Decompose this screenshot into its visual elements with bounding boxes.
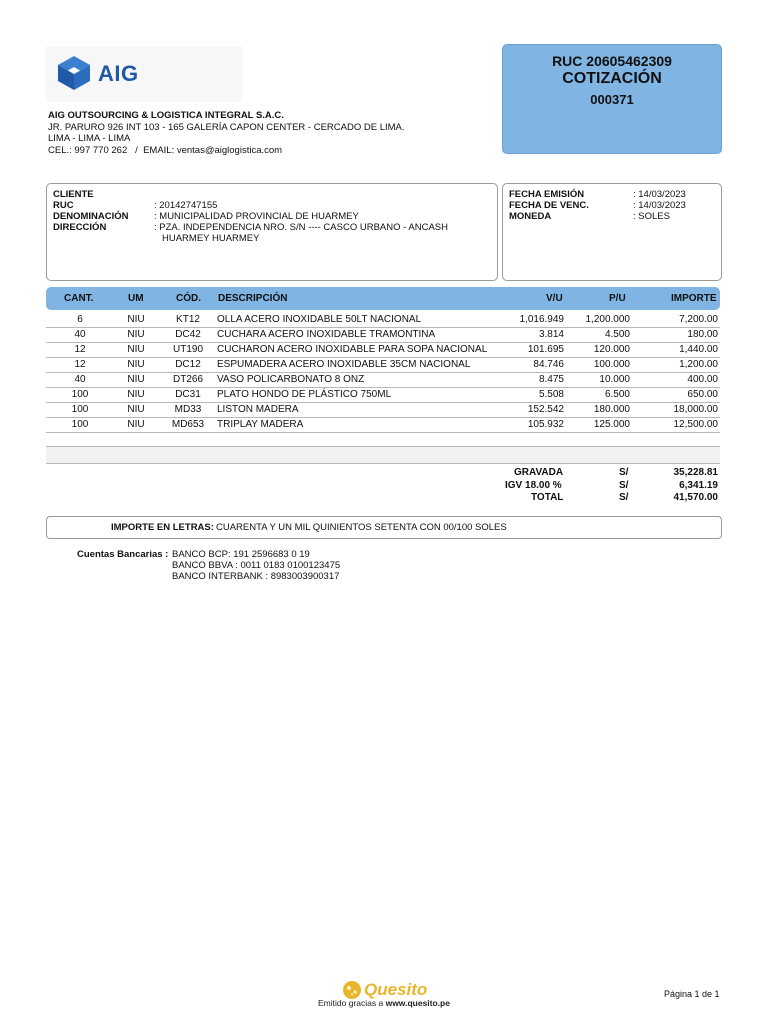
cell-vu: 1,016.949 bbox=[519, 314, 564, 325]
table-row bbox=[46, 327, 720, 343]
cell-cant: 40 bbox=[74, 374, 86, 385]
cell-cod: DC31 bbox=[175, 389, 201, 400]
client-address-value: : PZA. INDEPENDENCIA NRO. S/N ---- CASCO URBANO - ANCASH bbox=[154, 222, 449, 233]
cell-cant: 100 bbox=[71, 389, 89, 400]
cell-cant: 40 bbox=[74, 329, 86, 340]
ruc-line: RUC 20605462309 bbox=[552, 53, 672, 69]
igv-value: 6,341.19 bbox=[679, 480, 718, 491]
cheese-icon bbox=[342, 980, 362, 1000]
cell-um: NIU bbox=[127, 329, 145, 340]
cell-descripcion: VASO POLICARBONATO 8 ONZ bbox=[217, 374, 365, 385]
cell-pu: 4.500 bbox=[604, 329, 630, 340]
cell-importe: 1,440.00 bbox=[679, 344, 718, 355]
total-value: 41,570.00 bbox=[673, 492, 718, 503]
dates-box bbox=[502, 183, 722, 281]
cell-vu: 3.814 bbox=[538, 329, 564, 340]
company-contact: CEL.: 997 770 262 / EMAIL: ventas@aiglogistica.com bbox=[48, 144, 283, 156]
company-address: JR. PARURO 926 INT 103 - 165 GALERÍA CAPON CENTER - CERCADO DE LIMA. bbox=[48, 121, 405, 133]
table-row bbox=[46, 387, 720, 403]
cell-pu: 125.000 bbox=[593, 419, 630, 430]
document-type: COTIZACIÓN bbox=[562, 70, 662, 87]
cell-descripcion: OLLA ACERO INOXIDABLE 50LT NACIONAL bbox=[217, 314, 422, 325]
igv-currency: S/ bbox=[619, 480, 629, 491]
table-footer-band bbox=[46, 446, 720, 464]
cell-um: NIU bbox=[127, 419, 145, 430]
bank-bbva: BANCO BBVA : 0011 0183 0100123475 bbox=[172, 560, 341, 571]
amount-in-words-value: CUARENTA Y UN MIL QUINIENTOS SETENTA CON 00/100 SOLES bbox=[216, 522, 507, 533]
cell-pu: 6.500 bbox=[604, 389, 630, 400]
client-ruc-value: : 20142747155 bbox=[154, 200, 218, 211]
cell-um: NIU bbox=[127, 359, 145, 370]
cell-importe: 650.00 bbox=[687, 389, 718, 400]
bank-accounts-label: Cuentas Bancarias : bbox=[77, 549, 169, 560]
cell-importe: 180.00 bbox=[687, 329, 718, 340]
gravada-value: 35,228.81 bbox=[673, 467, 718, 478]
cell-vu: 101.695 bbox=[527, 344, 564, 355]
due-date-label: FECHA DE VENC. bbox=[509, 200, 589, 211]
document-id-box bbox=[502, 44, 722, 154]
client-name-value: : MUNICIPALIDAD PROVINCIAL DE HUARMEY bbox=[154, 211, 359, 222]
cell-descripcion: CUCHARA ACERO INOXIDABLE TRAMONTINA bbox=[217, 329, 436, 340]
amount-in-words-label: IMPORTE EN LETRAS: bbox=[111, 522, 214, 533]
cell-cant: 100 bbox=[71, 419, 89, 430]
table-row bbox=[46, 342, 720, 358]
client-box bbox=[46, 183, 498, 281]
emitted-prefix: Emitido gracias a bbox=[318, 998, 386, 1008]
col-cant: CANT. bbox=[64, 293, 94, 304]
quesito-brand: Quesito bbox=[364, 980, 428, 999]
aig-cube-icon bbox=[56, 54, 92, 92]
document-number: 000371 bbox=[590, 92, 634, 107]
cell-um: NIU bbox=[127, 344, 145, 355]
cell-cant: 100 bbox=[71, 404, 89, 415]
cell-um: NIU bbox=[127, 314, 145, 325]
cell-descripcion: LISTON MADERA bbox=[217, 404, 299, 415]
bank-interbank: BANCO INTERBANK : 8983003900317 bbox=[172, 571, 340, 582]
items-table-header bbox=[46, 287, 720, 310]
client-name-label: DENOMINACIÓN bbox=[53, 211, 129, 222]
gravada-currency: S/ bbox=[619, 467, 629, 478]
bank-bcp: BANCO BCP: 191 2596683 0 19 bbox=[172, 549, 310, 560]
emitted-site-link[interactable]: www.quesito.pe bbox=[385, 998, 450, 1008]
issue-date-value: : 14/03/2023 bbox=[633, 189, 686, 200]
company-info bbox=[48, 110, 405, 156]
col-descripcion: DESCRIPCIÓN bbox=[218, 293, 288, 304]
cell-cod: MD653 bbox=[171, 419, 205, 430]
col-pu: P/U bbox=[609, 293, 626, 304]
amount-in-words-box bbox=[46, 516, 722, 539]
cell-importe: 12,500.00 bbox=[673, 419, 718, 430]
cell-cant: 6 bbox=[77, 314, 83, 325]
currency-label: MONEDA bbox=[509, 211, 552, 222]
company-logo bbox=[46, 46, 242, 102]
col-um: UM bbox=[128, 293, 144, 304]
emitted-by bbox=[0, 998, 768, 1008]
brand-name: AIG bbox=[98, 61, 139, 86]
col-vu: V/U bbox=[546, 293, 563, 304]
cell-cant: 12 bbox=[74, 344, 86, 355]
total-currency: S/ bbox=[619, 492, 629, 503]
cell-um: NIU bbox=[127, 374, 145, 385]
cell-vu: 84.746 bbox=[533, 359, 564, 370]
cell-descripcion: PLATO HONDO DE PLÁSTICO 750ML bbox=[217, 389, 392, 400]
cell-pu: 10.000 bbox=[599, 374, 630, 385]
company-name: AIG OUTSOURCING & LOGISTICA INTEGRAL S.A.C. bbox=[48, 110, 284, 121]
cell-um: NIU bbox=[127, 389, 145, 400]
igv-label: IGV 18.00 % bbox=[505, 480, 562, 491]
issue-date-label: FECHA EMISIÓN bbox=[509, 189, 585, 200]
client-title: CLIENTE bbox=[53, 189, 94, 200]
table-row bbox=[46, 357, 720, 373]
cell-descripcion: ESPUMADERA ACERO INOXIDABLE 35CM NACIONAL bbox=[217, 359, 471, 370]
cell-cant: 12 bbox=[74, 359, 86, 370]
cell-pu: 1,200.000 bbox=[585, 314, 630, 325]
cell-importe: 7,200.00 bbox=[679, 314, 718, 325]
cell-vu: 8.475 bbox=[538, 374, 564, 385]
page-number: Página 1 de 1 bbox=[664, 989, 720, 999]
cell-cod: DC12 bbox=[175, 359, 201, 370]
table-row bbox=[46, 372, 720, 388]
currency-value: : SOLES bbox=[633, 211, 670, 222]
due-date-value: : 14/03/2023 bbox=[633, 200, 686, 211]
cell-cod: DT266 bbox=[172, 374, 203, 385]
cell-pu: 100.000 bbox=[593, 359, 630, 370]
cell-cod: KT12 bbox=[176, 314, 200, 325]
col-importe: IMPORTE bbox=[671, 293, 717, 304]
cell-importe: 1,200.00 bbox=[679, 359, 718, 370]
company-city: LIMA - LIMA - LIMA bbox=[48, 133, 131, 144]
table-row bbox=[46, 417, 720, 433]
table-row bbox=[46, 312, 720, 328]
cell-importe: 18,000.00 bbox=[673, 404, 718, 415]
cell-cod: DC42 bbox=[175, 329, 201, 340]
cell-descripcion: CUCHARON ACERO INOXIDABLE PARA SOPA NACIONAL bbox=[217, 344, 488, 355]
cell-descripcion: TRIPLAY MADERA bbox=[217, 419, 304, 430]
table-row bbox=[46, 402, 720, 418]
client-address-label: DIRECCIÓN bbox=[53, 222, 107, 233]
cell-um: NIU bbox=[127, 404, 145, 415]
cell-cod: MD33 bbox=[174, 404, 202, 415]
total-label: TOTAL bbox=[531, 492, 564, 503]
cell-cod: UT190 bbox=[172, 344, 203, 355]
col-cod: CÓD. bbox=[176, 293, 201, 304]
cell-pu: 120.000 bbox=[593, 344, 630, 355]
cell-pu: 180.000 bbox=[593, 404, 630, 415]
cell-vu: 152.542 bbox=[527, 404, 564, 415]
cell-importe: 400.00 bbox=[687, 374, 718, 385]
client-ruc-label: RUC bbox=[53, 200, 74, 211]
gravada-label: GRAVADA bbox=[514, 467, 564, 478]
cell-vu: 105.932 bbox=[527, 419, 564, 430]
client-address-value-2: HUARMEY HUARMEY bbox=[162, 233, 260, 244]
cell-vu: 5.508 bbox=[538, 389, 564, 400]
